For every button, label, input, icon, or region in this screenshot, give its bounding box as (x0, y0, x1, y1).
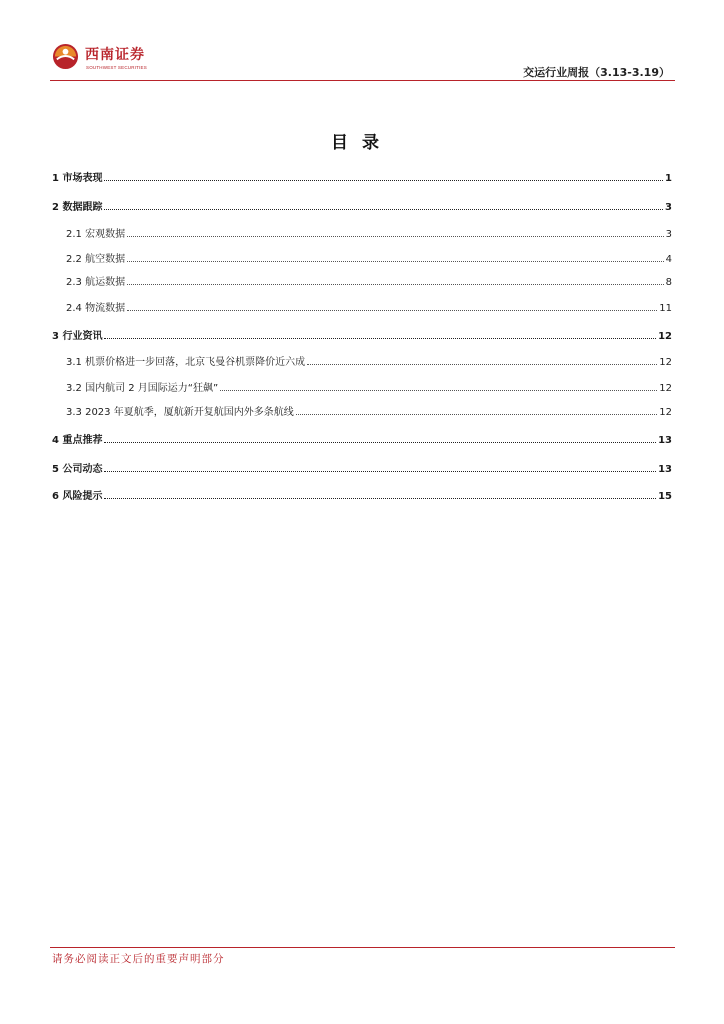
toc-entry[interactable] (52, 274, 672, 292)
toc-entry-page-number[interactable]: 1 (665, 173, 672, 184)
toc-entry-label[interactable]: 3 行业资讯 (52, 331, 103, 342)
toc-entry[interactable] (52, 404, 672, 422)
toc-entry-label[interactable]: 2.1 宏观数据 (66, 229, 126, 240)
toc-entry-page-number[interactable]: 13 (658, 464, 672, 475)
footer-divider (50, 947, 675, 948)
toc-entry[interactable] (52, 199, 672, 217)
toc-dot-leader (296, 413, 658, 415)
toc-entry-page-number[interactable]: 12 (659, 383, 672, 394)
toc-entry-page-number[interactable]: 12 (658, 331, 672, 342)
toc-entry-label[interactable]: 4 重点推荐 (52, 435, 103, 446)
toc-dot-leader (104, 497, 656, 499)
toc-dot-leader (127, 283, 664, 285)
footer-disclaimer: 请务必阅读正文后的重要声明部分 (52, 953, 225, 965)
toc-dot-leader (104, 208, 663, 210)
toc-entry-label[interactable]: 2.2 航空数据 (66, 254, 126, 265)
toc-entry[interactable] (52, 300, 672, 318)
toc-entry[interactable] (52, 354, 672, 372)
toc-entry-label[interactable]: 3.1 机票价格进一步回落，北京飞曼谷机票降价近六成 (66, 357, 306, 368)
header-divider (50, 80, 675, 81)
toc-dot-leader (220, 389, 657, 391)
toc-dot-leader (127, 235, 664, 237)
toc-entry[interactable] (52, 251, 672, 269)
toc-entry[interactable] (52, 488, 672, 506)
toc-entry-page-number[interactable]: 15 (658, 491, 672, 502)
toc-dot-leader (104, 470, 656, 472)
toc-entry-page-number[interactable]: 3 (665, 229, 672, 240)
toc-dot-leader (104, 179, 663, 181)
toc-heading: 目录 (331, 133, 393, 153)
toc-entry-label[interactable]: 6 风险提示 (52, 491, 103, 502)
toc-dot-leader (127, 309, 657, 311)
toc-entry-page-number[interactable]: 11 (659, 303, 672, 314)
toc-entry-page-number[interactable]: 8 (665, 277, 672, 288)
logo-emblem-icon (52, 43, 79, 70)
toc-dot-leader (104, 441, 656, 443)
toc-entry[interactable] (52, 328, 672, 346)
toc-entry-page-number[interactable]: 4 (665, 254, 672, 265)
toc-entry-label[interactable]: 1 市场表现 (52, 173, 103, 184)
page-header (52, 40, 672, 82)
toc-dot-leader (307, 363, 657, 365)
toc-entry-label[interactable]: 2 数据跟踪 (52, 202, 103, 213)
toc-entry[interactable] (52, 170, 672, 188)
toc-entry-page-number[interactable]: 12 (659, 357, 672, 368)
toc-dot-leader (104, 337, 656, 339)
toc-dot-leader (127, 260, 664, 262)
toc-entry-page-number[interactable]: 3 (665, 202, 672, 213)
report-title: 交运行业周报（3.13-3.19） (523, 66, 670, 79)
toc-entry-page-number[interactable]: 12 (659, 407, 672, 418)
toc-entry[interactable] (52, 380, 672, 398)
toc-entry-label[interactable]: 3.2 国内航司 2 月国际运力“狂飙” (66, 383, 219, 394)
toc-entry-label[interactable]: 2.4 物流数据 (66, 303, 126, 314)
toc-entry-label[interactable]: 2.3 航运数据 (66, 277, 126, 288)
logo-chinese-name: 西南证券 (85, 47, 145, 63)
toc-entry-page-number[interactable]: 13 (658, 435, 672, 446)
toc-entry[interactable] (52, 432, 672, 450)
toc-entry-label[interactable]: 3.3 2023 年夏航季，厦航新开复航国内外多条航线 (66, 407, 294, 418)
toc-entry[interactable] (52, 461, 672, 479)
toc-entry-label[interactable]: 5 公司动态 (52, 464, 103, 475)
logo-english-name: SOUTHWEST SECURITIES (86, 65, 147, 70)
toc-entry[interactable] (52, 226, 672, 244)
